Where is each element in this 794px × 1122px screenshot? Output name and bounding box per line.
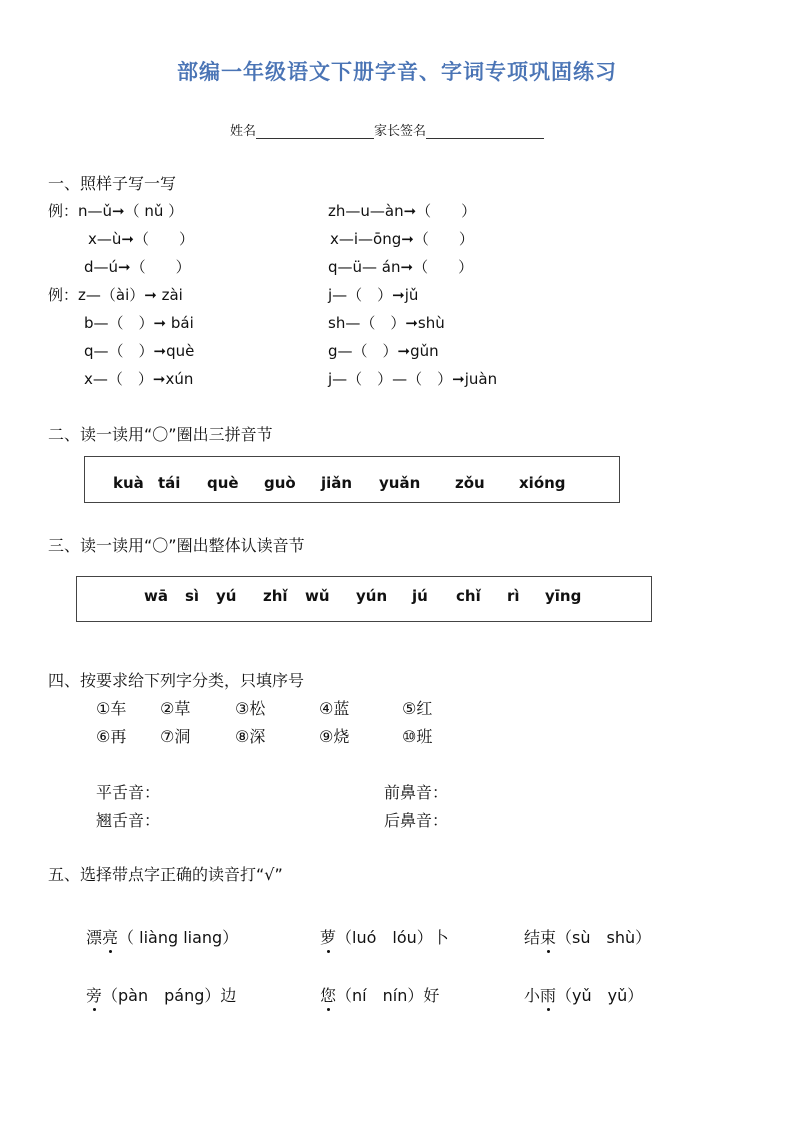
s1-right-row-5: sh—（ ）➞shù [328,314,445,332]
item-options: （luó lóu）卜 [336,928,449,947]
signature-line [230,120,544,139]
char-item: ②草 [160,699,191,718]
char-item: ⑨烧 [319,727,350,746]
item-options: （pàn páng）边 [102,986,237,1005]
s1-right-row-2: x—i—ōng➞（ ） [330,230,474,248]
item-options: （sù shù） [556,928,652,947]
s1-left-row-1: 例：n—ǔ➞（ nǔ ） [48,202,184,220]
s1-right-row-4: j—（ ）➞jǔ [328,286,419,304]
pronunciation-item[interactable] [320,925,449,948]
item-options: （yǔ yǔ） [556,986,644,1005]
front-nasal-label: 前鼻音： [384,783,449,802]
whole-syllable-box [76,576,652,622]
section-5-heading: 五、选择带点字正确的读音打“√” [48,865,283,884]
s1-right-row-6: g—（ ）➞gǔn [328,342,439,360]
dotted-char: 亮 [102,925,118,948]
pronunciation-item[interactable] [86,925,238,948]
dotted-char: 萝 [320,925,336,948]
char-item: ⑩班 [402,727,433,746]
name-blank[interactable] [256,124,374,139]
char-item: ⑤红 [402,699,433,718]
s1-right-row-7: j—（ ）—（ ）➞juàn [328,370,498,388]
s1-left-row-2: x—ù➞（ ） [88,230,194,248]
s1-left-row-3: d—ú➞（ ） [84,258,191,276]
three-part-syllable-box [84,456,620,503]
syllable-word[interactable]: wā [144,587,168,605]
section-2-heading: 二、读一读用“〇”圈出三拼音节 [48,425,273,444]
syllable-word[interactable]: kuà [113,474,144,492]
syllable-word[interactable]: jiǎn [321,474,353,492]
char-item: ①车 [96,699,127,718]
char-item: ⑦洞 [160,727,191,746]
syllable-word[interactable]: yuǎn [379,474,421,492]
s1-left-row-6: q—（ ）➞què [84,342,195,360]
syllable-word[interactable]: xióng [519,474,566,492]
syllable-word[interactable]: guò [264,474,296,492]
char-item: ⑥再 [96,727,127,746]
s1-right-row-3: q—ü— án➞（ ） [328,258,474,276]
syllable-word[interactable]: zhǐ [263,587,288,605]
parent-signature-label: 家长签名 [374,124,427,139]
syllable-word[interactable]: zǒu [455,474,485,492]
dotted-char: 束 [540,925,556,948]
syllable-word[interactable]: yú [216,587,237,605]
pronunciation-item[interactable] [86,983,236,1006]
flat-tongue-label: 平舌音： [96,783,161,802]
pronunciation-item[interactable] [524,983,643,1006]
s1-right-row-1: zh—u—àn➞（ ） [328,202,477,220]
curled-tongue-label: 翘舌音： [96,811,161,830]
s1-left-row-4: 例：z—（ài）➞ zài [48,286,183,304]
section-3-heading: 三、读一读用“〇”圈出整体认读音节 [48,536,305,555]
dotted-char: 您 [320,983,336,1006]
syllable-word[interactable]: tái [158,474,181,492]
section-4-heading: 四、按要求给下列字分类，只填序号 [48,671,305,690]
item-prefix: 漂 [86,928,103,947]
item-options: （ní nín）好 [336,986,440,1005]
pronunciation-item[interactable] [320,983,439,1006]
pronunciation-item[interactable] [524,925,651,948]
syllable-word[interactable]: yīng [545,587,582,605]
char-item: ⑧深 [235,727,266,746]
s1-left-row-7: x—（ ）➞xún [84,370,194,388]
char-item: ③松 [235,699,266,718]
item-options: （ liàng liang） [118,928,239,947]
page-title: 部编一年级语文下册字音、字词专项巩固练习 [177,60,617,84]
syllable-word[interactable]: wǔ [305,587,330,605]
dotted-char: 旁 [86,983,102,1006]
section-1-heading: 一、照样子写一写 [48,174,177,193]
syllable-word[interactable]: sì [185,587,200,605]
item-prefix: 小 [524,986,541,1005]
syllable-word[interactable]: què [207,474,239,492]
char-item: ④蓝 [319,699,350,718]
parent-signature-blank[interactable] [426,124,544,139]
name-label: 姓名 [230,124,257,139]
syllable-word[interactable]: yún [356,587,388,605]
syllable-word[interactable]: jú [412,587,428,605]
syllable-word[interactable]: chǐ [456,587,481,605]
s1-left-row-5: b—（ ）➞ bái [84,314,194,332]
syllable-word[interactable]: rì [507,587,520,605]
dotted-char: 雨 [540,983,556,1006]
item-prefix: 结 [524,928,541,947]
back-nasal-label: 后鼻音： [384,811,449,830]
